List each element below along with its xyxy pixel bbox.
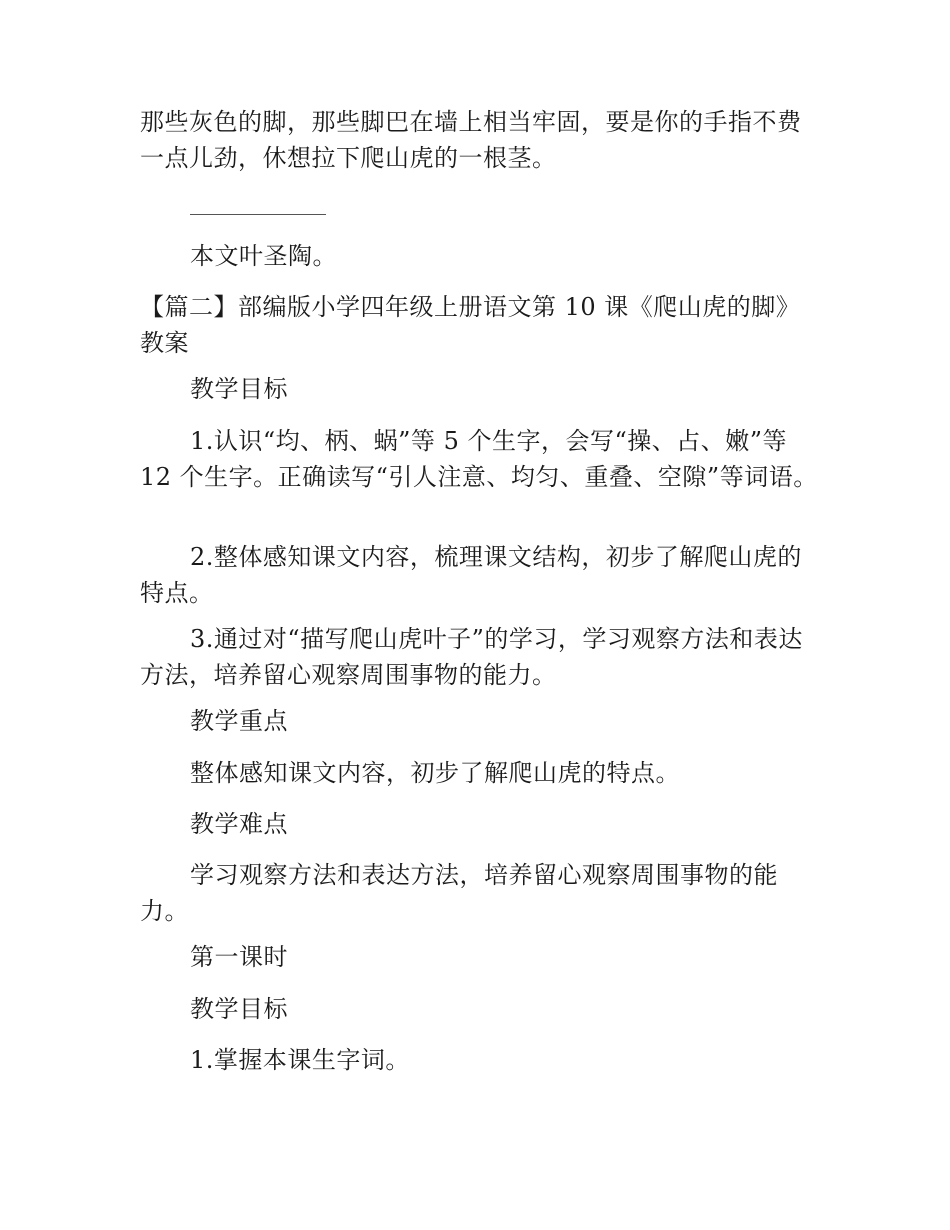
heading-first-lesson: 第一课时 [190, 943, 288, 971]
goal-item-1: 1.认识“均、柄、蜗”等 5 个生字，会写“操、占、嫩”等 12 个生字。正确读写“引人注意、均匀、重叠、空隙”等词语。 [140, 427, 818, 491]
key-points-text: 整体感知课文内容，初步了解爬山虎的特点。 [190, 759, 680, 787]
separator-line [190, 214, 326, 215]
paragraph-excerpt-end: 那些灰色的脚，那些脚巴在墙上相当牢固，要是你的手指不费一点儿劲，休想拉下爬山虎的一根茎。 [140, 108, 802, 172]
difficulties-text: 学习观察方法和表达方法，培养留心观察周围事物的能力。 [140, 861, 778, 925]
paragraph-author-note: 本文叶圣陶。 [190, 242, 337, 270]
heading-key-points: 教学重点 [190, 707, 288, 735]
heading-lesson-goals: 教学目标 [190, 995, 288, 1023]
heading-teaching-goals: 教学目标 [190, 375, 288, 403]
goal-item-3: 3.通过对“描写爬山虎叶子”的学习，学习观察方法和表达方法，培养留心观察周围事物的能力。 [140, 625, 803, 689]
lesson-goal-item-1: 1.掌握本课生字词。 [190, 1046, 410, 1074]
heading-difficulties: 教学难点 [190, 810, 288, 838]
goal-item-2: 2.整体感知课文内容，梳理课文结构，初步了解爬山虎的特点。 [140, 543, 802, 607]
section-heading: 【篇二】部编版小学四年级上册语文第 10 课《爬山虎的脚》教案 [140, 293, 801, 357]
